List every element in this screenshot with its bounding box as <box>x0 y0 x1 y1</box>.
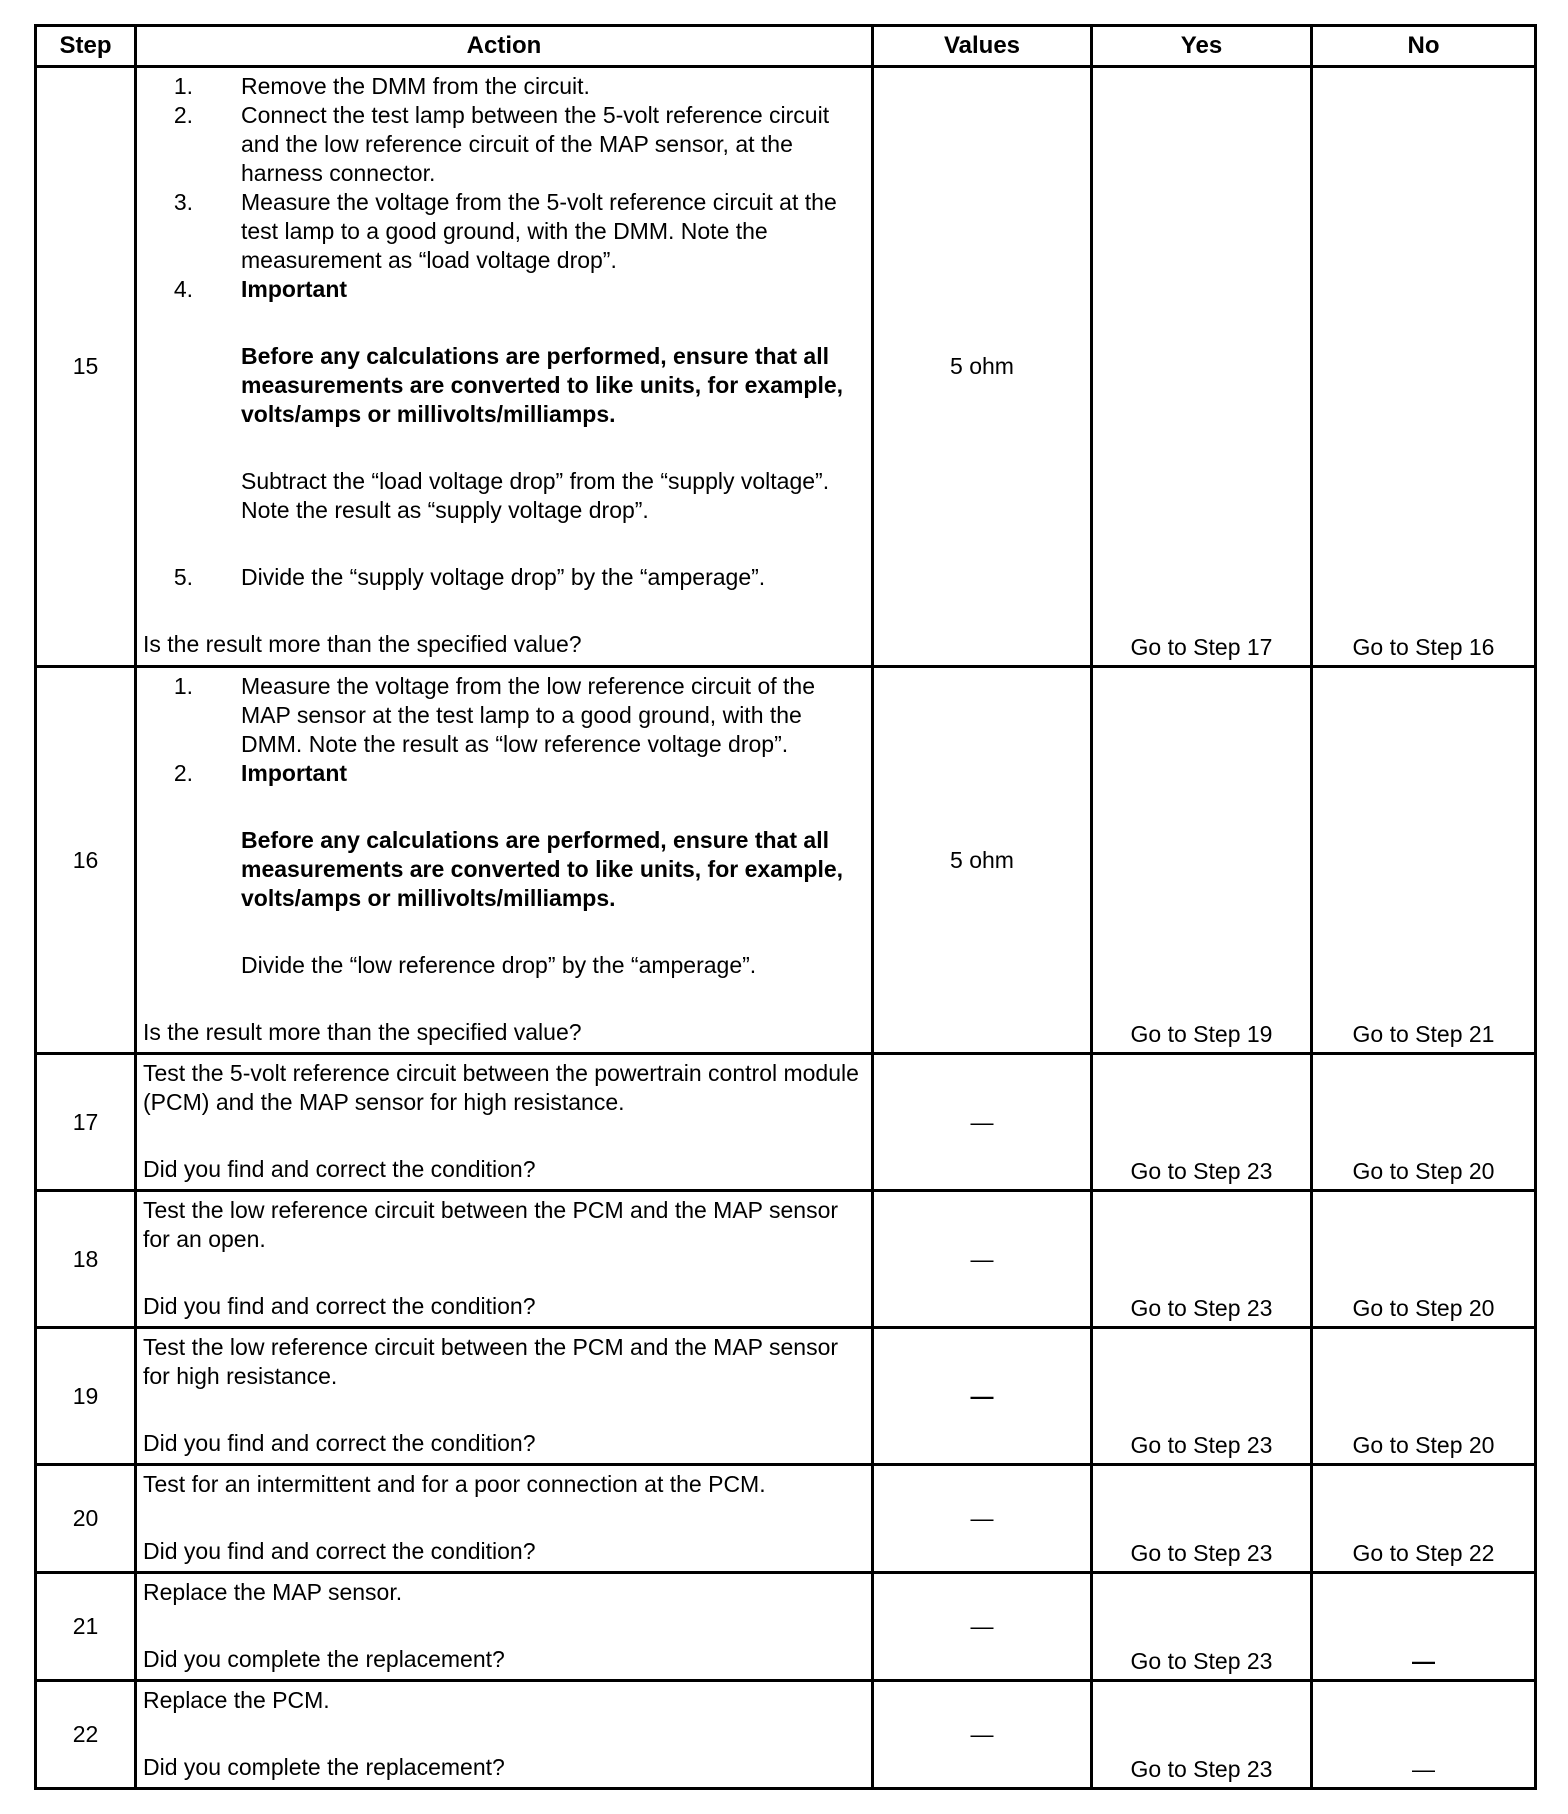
table-row-step-21 <box>36 1573 1536 1681</box>
step-number: 18 <box>36 1191 136 1328</box>
step-number: 17 <box>36 1054 136 1191</box>
table-row-step-15 <box>36 67 1536 667</box>
action-cell <box>136 1054 873 1191</box>
list-item <box>143 563 865 592</box>
important-label: Important <box>241 760 348 786</box>
yes-cell: Go to Step 23 <box>1092 1191 1312 1328</box>
list-item <box>143 72 865 101</box>
header-yes: Yes <box>1092 26 1312 67</box>
item-number: 2 . <box>143 759 193 788</box>
value-cell: — <box>873 1573 1092 1681</box>
yes-cell: Go to Step 23 <box>1092 1573 1312 1681</box>
header-values: Values <box>873 26 1092 67</box>
question-text: Did you complete the replacement? <box>143 1754 505 1780</box>
question-text: Did you find and correct the condition? <box>143 1430 536 1456</box>
item-text: Measure the voltage from the 5-volt reference circuit at the test lamp to a good ground, with the DMM. Note the measurement as “load voltage drop”. <box>241 189 837 273</box>
action-text: Replace the PCM. <box>143 1687 330 1713</box>
yes-cell: Go to Step 23 <box>1092 1328 1312 1465</box>
action-text: Test the low reference circuit between the PCM and the MAP sensor for an open. <box>143 1197 839 1252</box>
important-note: Before any calculations are performed, ensure that all measurements are converted to like units, for example, volts/amps or millivolts/milliamps. <box>241 827 844 911</box>
item-text: Measure the voltage from the low reference circuit of the MAP sensor at the test lamp to a good ground, with the DMM. Note the result as “low reference voltage drop”. <box>241 673 816 757</box>
header-action: Action <box>136 26 873 67</box>
step-number: 20 <box>36 1465 136 1573</box>
diagnostic-table <box>34 24 1537 1790</box>
value-cell: 5 ohm <box>873 67 1092 667</box>
list-item <box>143 101 865 188</box>
table-row-step-20 <box>36 1465 1536 1573</box>
step-number: 15 <box>36 67 136 667</box>
value-cell: — <box>873 1465 1092 1573</box>
header-row <box>36 26 1536 67</box>
question-text: Is the result more than the specified value? <box>143 1019 582 1045</box>
action-text: Test the low reference circuit between the PCM and the MAP sensor for high resistance. <box>143 1334 839 1389</box>
step-number: 21 <box>36 1573 136 1681</box>
item-text: Connect the test lamp between the 5-volt reference circuit and the low reference circuit of the MAP sensor, at the harness connector. <box>241 102 830 186</box>
list-item <box>143 672 865 759</box>
list-item <box>143 188 865 275</box>
list-item <box>143 275 865 304</box>
no-cell: Go to Step 22 <box>1312 1465 1536 1573</box>
action-text: Replace the MAP sensor. <box>143 1579 403 1605</box>
item-number: 1 . <box>143 672 193 759</box>
item-text: Divide the “supply voltage drop” by the “amperage”. <box>241 564 766 590</box>
action-cell <box>136 67 873 667</box>
yes-cell: Go to Step 19 <box>1092 667 1312 1054</box>
item-number: 3 . <box>143 188 193 275</box>
value-cell: — <box>873 1054 1092 1191</box>
table-row-step-16 <box>36 667 1536 1054</box>
table-row-step-17 <box>36 1054 1536 1191</box>
sub-text: Divide the “low reference drop” by the “amperage”. <box>241 952 757 978</box>
action-cell <box>136 1573 873 1681</box>
action-cell <box>136 1681 873 1789</box>
item-number: 4 . <box>143 275 193 304</box>
value-cell: — <box>873 1328 1092 1465</box>
yes-cell: Go to Step 17 <box>1092 67 1312 667</box>
question-text: Did you find and correct the condition? <box>143 1538 536 1564</box>
table-row-step-18 <box>36 1191 1536 1328</box>
no-cell: Go to Step 20 <box>1312 1054 1536 1191</box>
header-no: No <box>1312 26 1536 67</box>
action-cell <box>136 1328 873 1465</box>
step-number: 22 <box>36 1681 136 1789</box>
item-number: 2 . <box>143 101 193 188</box>
important-label: Important <box>241 276 348 302</box>
question-text: Did you find and correct the condition? <box>143 1293 536 1319</box>
important-note: Before any calculations are performed, ensure that all measurements are converted to like units, for example, volts/amps or millivolts/milliamps. <box>241 343 844 427</box>
sub-text: Subtract the “load voltage drop” from the “supply voltage”. Note the result as “supply voltage drop”. <box>241 468 830 523</box>
step-number: 16 <box>36 667 136 1054</box>
value-cell: 5 ohm <box>873 667 1092 1054</box>
item-number: 1 . <box>143 72 193 101</box>
question-text: Did you find and correct the condition? <box>143 1156 536 1182</box>
step-number: 19 <box>36 1328 136 1465</box>
yes-cell: Go to Step 23 <box>1092 1054 1312 1191</box>
no-cell: Go to Step 20 <box>1312 1328 1536 1465</box>
action-text: Test for an intermittent and for a poor connection at the PCM. <box>143 1471 766 1497</box>
table-row-step-22 <box>36 1681 1536 1789</box>
table-row-step-19 <box>36 1328 1536 1465</box>
no-cell: — <box>1312 1681 1536 1789</box>
action-text: Test the 5-volt reference circuit between the powertrain control module (PCM) and the MAP sensor for high resistance. <box>143 1060 859 1115</box>
action-cell <box>136 1191 873 1328</box>
question-text: Did you complete the replacement? <box>143 1646 505 1672</box>
yes-cell: Go to Step 23 <box>1092 1681 1312 1789</box>
no-cell: Go to Step 16 <box>1312 67 1536 667</box>
question-text: Is the result more than the specified value? <box>143 631 582 657</box>
list-item <box>143 759 865 788</box>
value-cell: — <box>873 1681 1092 1789</box>
header-step: Step <box>36 26 136 67</box>
yes-cell: Go to Step 23 <box>1092 1465 1312 1573</box>
no-cell: Go to Step 20 <box>1312 1191 1536 1328</box>
no-cell: — <box>1312 1573 1536 1681</box>
item-text: Remove the DMM from the circuit. <box>241 73 590 99</box>
value-cell: — <box>873 1191 1092 1328</box>
action-cell <box>136 667 873 1054</box>
action-cell <box>136 1465 873 1573</box>
item-number: 5 . <box>143 563 193 592</box>
no-cell: Go to Step 21 <box>1312 667 1536 1054</box>
